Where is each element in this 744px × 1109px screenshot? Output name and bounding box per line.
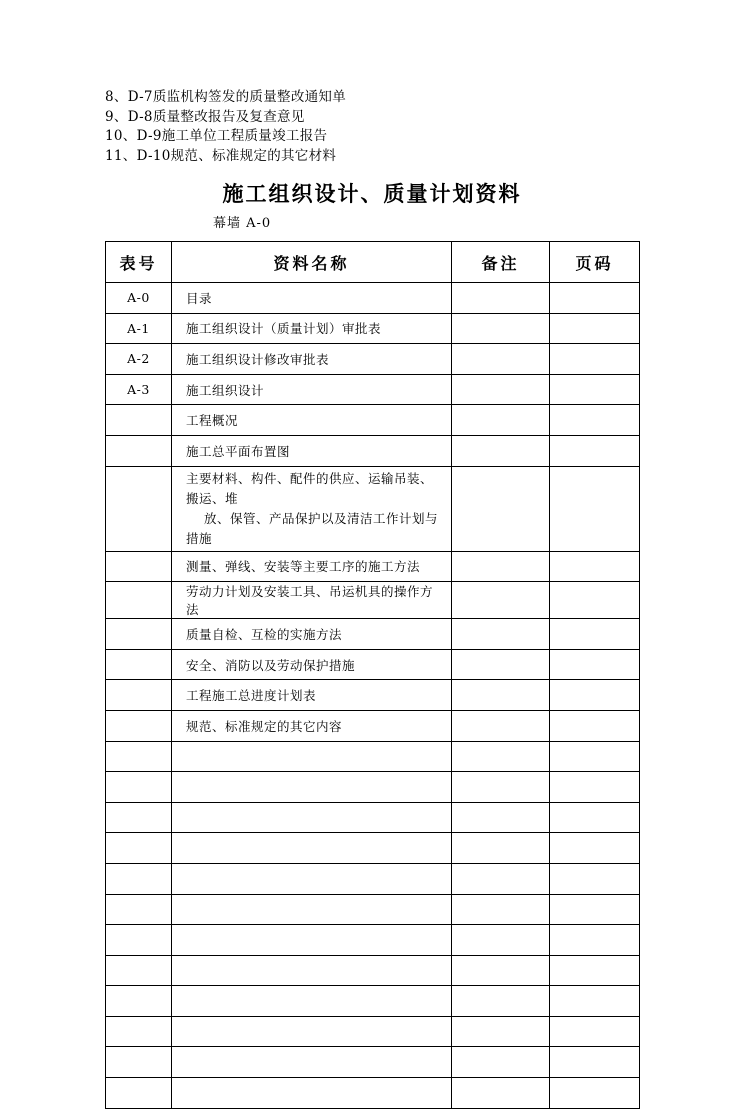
cell-page: [550, 374, 640, 405]
cell-code: [106, 710, 172, 741]
cell-page: [550, 925, 640, 956]
cell-code: [106, 1016, 172, 1047]
cell-remark: [452, 680, 550, 711]
cell-remark: [452, 649, 550, 680]
cell-remark: [452, 582, 550, 619]
preface-line: 9、D-8质量整改报告及复查意见: [105, 108, 305, 125]
cell-remark: [452, 1078, 550, 1109]
cell-remark: [452, 894, 550, 925]
cell-code: [106, 863, 172, 894]
cell-name: 施工总平面布置图: [172, 435, 452, 466]
cell-code: [106, 649, 172, 680]
cell-code: A-0: [106, 283, 172, 314]
cell-name: 测量、弹线、安装等主要工序的施工方法: [172, 551, 452, 582]
cell-name: 工程施工总进度计划表: [172, 680, 452, 711]
cell-name: [172, 833, 452, 864]
cell-remark: [452, 344, 550, 375]
cell-name: 规范、标准规定的其它内容: [172, 710, 452, 741]
cell-page: [550, 1016, 640, 1047]
cell-name: [172, 1078, 452, 1109]
cell-page: [550, 1078, 640, 1109]
cell-name: 劳动力计划及安装工具、吊运机具的操作方法: [172, 582, 452, 619]
cell-page: [550, 405, 640, 436]
cell-name: 施工组织设计: [172, 374, 452, 405]
cell-remark: [452, 283, 550, 314]
cell-remark: [452, 986, 550, 1017]
cell-remark: [452, 551, 550, 582]
table-row: [106, 710, 640, 741]
cell-remark: [452, 772, 550, 803]
cell-name: [172, 772, 452, 803]
cell-code: [106, 741, 172, 772]
cell-name: [172, 955, 452, 986]
cell-code: [106, 466, 172, 551]
document-subtitle: 幕墙 A-0: [213, 216, 272, 231]
cell-page: [550, 710, 640, 741]
cell-page: [550, 435, 640, 466]
page-title: 施工组织设计、质量计划资料: [222, 181, 522, 206]
table-row: [106, 1016, 640, 1047]
column-header-remark: 备注: [452, 242, 550, 283]
cell-name: 施工组织设计修改审批表: [172, 344, 452, 375]
table-row: [106, 772, 640, 803]
cell-remark: [452, 741, 550, 772]
table-row: [106, 986, 640, 1017]
table-row: [106, 466, 640, 551]
cell-name: 目录: [172, 283, 452, 314]
cell-remark: [452, 466, 550, 551]
cell-name: [172, 925, 452, 956]
preface-line: 11、D-10规范、标准规定的其它材料: [105, 147, 337, 164]
cell-page: [550, 833, 640, 864]
cell-remark: [452, 1016, 550, 1047]
table-row: [106, 741, 640, 772]
cell-name: 施工组织设计（质量计划）审批表: [172, 313, 452, 344]
cell-page: [550, 466, 640, 551]
table-body: [106, 283, 640, 1109]
cell-code: A-2: [106, 344, 172, 375]
table-row: [106, 833, 640, 864]
cell-remark: [452, 619, 550, 650]
cell-remark: [452, 435, 550, 466]
table-row: [106, 582, 640, 619]
cell-code: [106, 551, 172, 582]
table-row: [106, 802, 640, 833]
cell-name: 安全、消防以及劳动保护措施: [172, 649, 452, 680]
cell-page: [550, 863, 640, 894]
cell-name: 质量自检、互检的实施方法: [172, 619, 452, 650]
cell-page: [550, 986, 640, 1017]
cell-name: [172, 1016, 452, 1047]
preface-line: 10、D-9施工单位工程质量竣工报告: [105, 128, 328, 144]
cell-name: [172, 986, 452, 1017]
table-row: [106, 551, 640, 582]
cell-code: A-3: [106, 374, 172, 405]
cell-remark: [452, 313, 550, 344]
cell-code: [106, 955, 172, 986]
cell-name-line2: 放、保管、产品保护以及清洁工作计划与措施: [186, 510, 439, 546]
cell-page: [550, 313, 640, 344]
table-row: [106, 894, 640, 925]
table-row: [106, 925, 640, 956]
table-row: [106, 283, 640, 314]
table-header-row: [106, 242, 640, 283]
cell-remark: [452, 925, 550, 956]
cell-code: [106, 925, 172, 956]
cell-code: [106, 435, 172, 466]
cell-code: [106, 986, 172, 1017]
table-row: [106, 405, 640, 436]
table-row: [106, 374, 640, 405]
cell-remark: [452, 863, 550, 894]
preface-list: [105, 88, 639, 166]
cell-remark: [452, 833, 550, 864]
cell-remark: [452, 374, 550, 405]
materials-table: [105, 241, 640, 1109]
cell-page: [550, 680, 640, 711]
cell-page: [550, 741, 640, 772]
cell-page: [550, 619, 640, 650]
cell-name: [172, 863, 452, 894]
cell-page: [550, 283, 640, 314]
cell-code: [106, 1078, 172, 1109]
table-row: [106, 619, 640, 650]
cell-code: [106, 772, 172, 803]
cell-page: [550, 344, 640, 375]
cell-code: [106, 582, 172, 619]
cell-name: [172, 802, 452, 833]
cell-page: [550, 649, 640, 680]
cell-code: [106, 405, 172, 436]
cell-remark: [452, 802, 550, 833]
cell-remark: [452, 955, 550, 986]
cell-name: [172, 466, 452, 551]
column-header-page: 页码: [550, 242, 640, 283]
table-row: [106, 680, 640, 711]
cell-code: A-1: [106, 313, 172, 344]
cell-code: [106, 894, 172, 925]
cell-code: [106, 802, 172, 833]
table-row: [106, 955, 640, 986]
cell-code: [106, 619, 172, 650]
table-row: [106, 863, 640, 894]
cell-page: [550, 894, 640, 925]
cell-name-line1: 主要材料、构件、配件的供应、运输吊装、搬运、堆: [186, 470, 434, 506]
table-row: [106, 1078, 640, 1109]
cell-name: [172, 894, 452, 925]
table-row: [106, 313, 640, 344]
cell-page: [550, 772, 640, 803]
cell-page: [550, 551, 640, 582]
table-row: [106, 344, 640, 375]
table-row: [106, 435, 640, 466]
cell-name: [172, 741, 452, 772]
cell-page: [550, 955, 640, 986]
column-header-code: 表号: [106, 242, 172, 283]
cell-code: [106, 680, 172, 711]
table-header: [106, 242, 640, 283]
cell-remark: [452, 710, 550, 741]
cell-remark: [452, 405, 550, 436]
cell-page: [550, 802, 640, 833]
table-row: [106, 649, 640, 680]
preface-line: 8、D-7质监机构签发的质量整改通知单: [105, 89, 347, 105]
cell-page: [550, 582, 640, 619]
cell-name: 工程概况: [172, 405, 452, 436]
cell-code: [106, 833, 172, 864]
column-header-name: 资料名称: [172, 242, 452, 283]
